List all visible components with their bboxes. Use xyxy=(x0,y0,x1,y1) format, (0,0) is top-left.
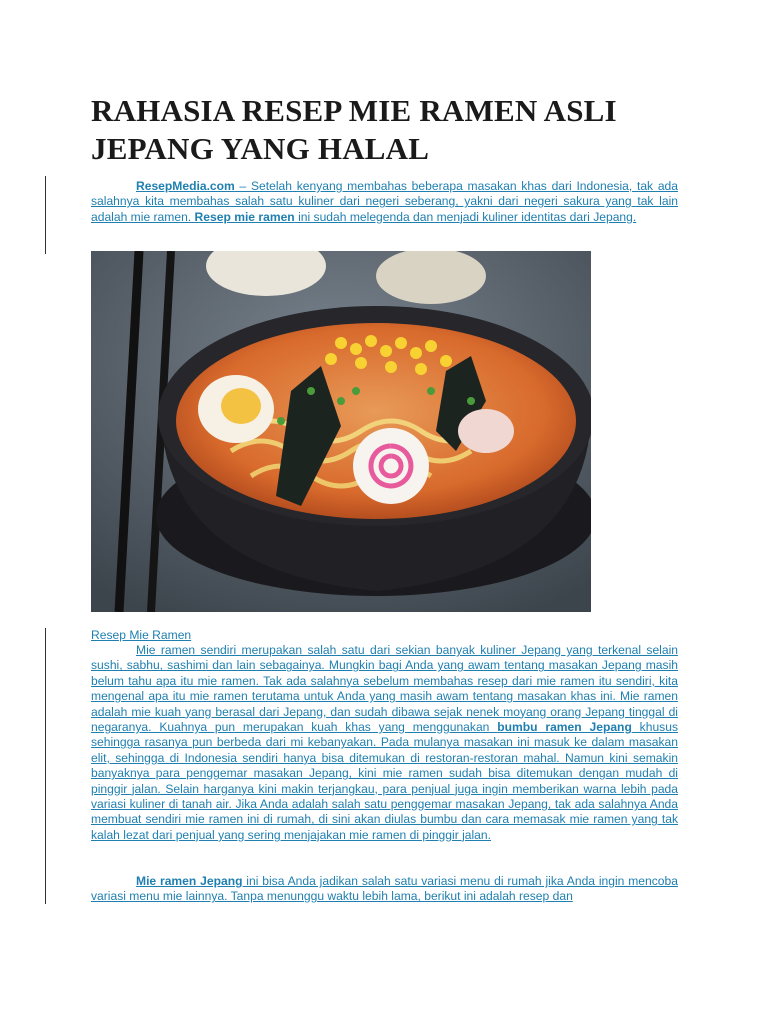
intro-text-1: – Setelah kenyang membahas beberapa masakan khas dari Indonesia, tak ada salahnya kita membahas salah satu kuliner dari negeri seberang, yakni dari negeri sakura yang tak lain adalah mie ramen. xyxy=(91,179,678,224)
bumbu-link[interactable]: bumbu ramen Jepang xyxy=(497,720,632,735)
change-bar xyxy=(45,628,46,904)
body-text-1: Mie ramen sendiri merupakan salah satu dari sekian banyak kuliner Jepang yang terkenal selain sushi, sabhu, sashimi dan lain sebagainya. Mungkin bagi Anda yang awam tentang masakan Jepang masih belum tahu apa itu mie ramen. Tak ada salahnya sebelum membahas resep dari mie ramen itu sendiri, kita mengenal apa itu mie ramen terutama untuk Anda yang masih awam tentang masakan khas ini. Mie ramen adalah mie kuah yang berasal dari Jepang, dan sudah dibawa sejak nenek moyang orang Jepang tinggal di negaranya. Kuahnya pun merupakan kuah khas yang menggunakan xyxy=(91,643,678,735)
change-bar xyxy=(45,176,46,254)
site-link[interactable]: ResepMedia.com xyxy=(136,179,235,193)
ramen-illustration xyxy=(91,251,591,612)
ramen-photo xyxy=(91,251,591,612)
body-text-2: khusus sehingga rasanya pun berbeda dari mi kebanyakan. Pada mulanya masakan ini masuk ke dalam masakan elit, sehingga di Indonesia sendiri hanya bisa ditemukan di restoran-restoran mahal. Namun kini semakin banyaknya para penggemar masakan Jepang, kini mie ramen sudah bisa ditemukan dengan mudah di pinggir jalan. Selain harganya kini makin terjangkau, para penjual juga ingin memberikan warna lebih pada variasi kuliner di tanah air. Jika Anda adalah salah satu penggemar masakan Jepang, tak ada salahnya Anda membuat sendiri mie ramen ini di rumah, di sini akan diulas bumbu dan cara memasak mie ramen yang tak kalah lezat dari penjual yang sering menjajakan mie ramen di pinggir jalan. xyxy=(91,720,678,842)
recipe-link[interactable]: Resep mie ramen xyxy=(194,209,295,224)
intro-paragraph xyxy=(91,179,678,225)
last-paragraph xyxy=(91,874,678,905)
mie-ramen-link[interactable]: Mie ramen Jepang xyxy=(136,874,243,888)
last-text: ini bisa Anda jadikan salah satu variasi menu di rumah jika Anda ingin mencoba variasi menu mie lainnya. Tanpa menunggu waktu lebih lama, berikut ini adalah resep dan xyxy=(91,874,678,904)
intro-text-2: ini sudah melegenda dan menjadi kuliner identitas dari Jepang. xyxy=(294,209,637,224)
body-paragraph xyxy=(91,643,678,843)
image-caption[interactable]: Resep Mie Ramen xyxy=(91,628,192,642)
page-title: RAHASIA RESEP MIE RAMEN ASLI JEPANG YANG HALAL xyxy=(91,93,617,166)
